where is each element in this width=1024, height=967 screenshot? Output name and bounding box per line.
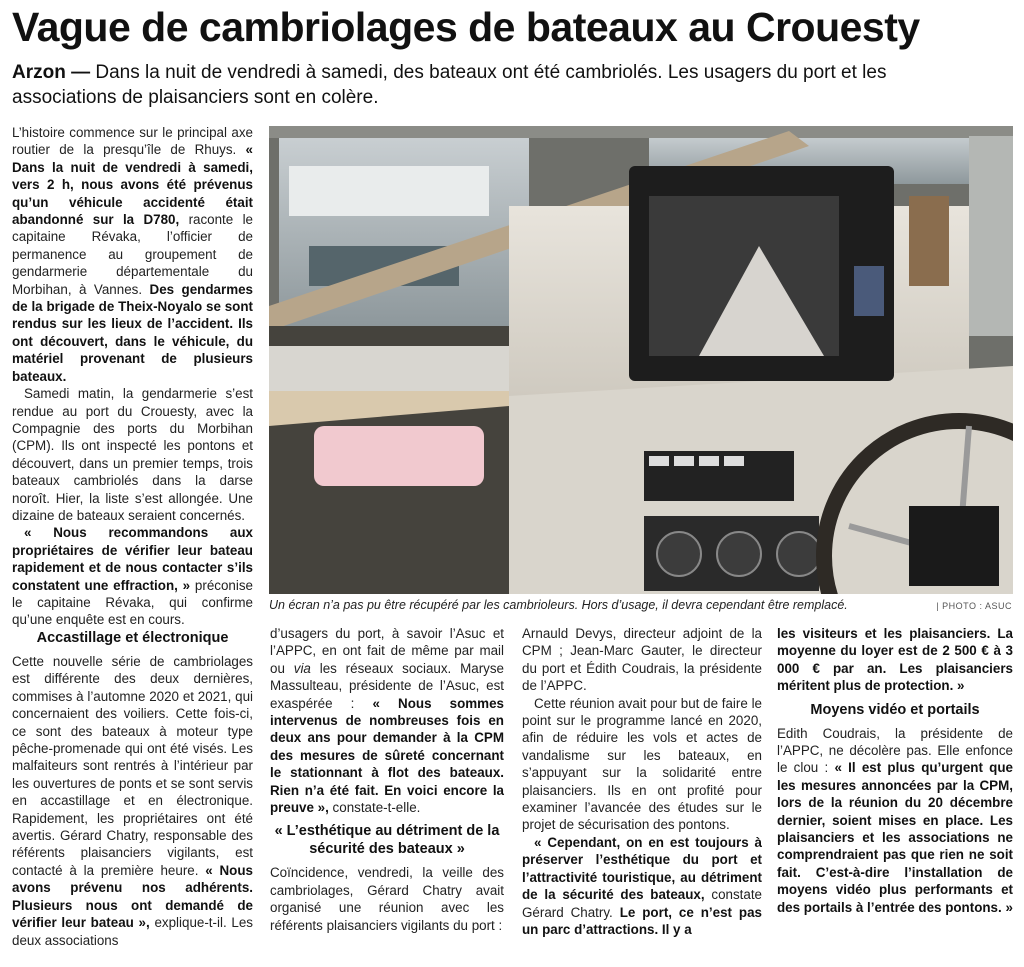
paragraph bbox=[777, 725, 1013, 916]
subheading: « L’esthétique au détriment de la sécurité des bateaux » bbox=[274, 823, 500, 858]
article-column-1 bbox=[12, 124, 253, 629]
quote: Des gendarmes de la brigade de Theix-Noyalo se sont rendus sur les lieux de l’accident. Ils ont découvert, dans le véhicule, du matériel provenant de plusieurs bateaux. bbox=[12, 281, 253, 384]
quote: Le port, ce n’est pas un parc d’attractions. Il y a bbox=[522, 904, 762, 937]
dateline-place: Arzon — bbox=[12, 62, 91, 83]
text-run: raconte le capitaine Révaka, l’officier de permanence au groupement de gendarmerie départementale du Morbihan, à Vannes. bbox=[12, 212, 253, 297]
subheading: Accastillage et électronique bbox=[36, 630, 229, 646]
quote: les visiteurs et les plaisanciers. La moyenne du loyer est de 2 500 € à 3 000 € par an. Les plaisanciers méritent plus de protection. » bbox=[777, 626, 1013, 694]
quote: « Dans la nuit de vendredi à samedi, vers 2 h, nous avons été prévenus qu’un véhicule accidenté était abandonné sur la D780, bbox=[12, 142, 253, 228]
photo-credit: | PHOTO : ASUC bbox=[936, 601, 1012, 611]
text-run: L’histoire commence sur le principal axe routier de la presqu’île de Rhuys. bbox=[12, 125, 253, 158]
paragraph bbox=[270, 625, 504, 816]
quote: « Nous avons prévenu nos adhérents. Plusieurs nous ont demandé de vérifier leur bateau », bbox=[12, 862, 253, 931]
text-run: les réseaux sociaux. Maryse Massulteau, présidente de l’Asuc, est exaspérée : bbox=[270, 660, 504, 711]
text-run: d’usagers du port, à savoir l’Asuc et l’APPC, en ont fait de même par mail ou bbox=[270, 626, 504, 676]
paragraph: Samedi matin, la gendarmerie s’est rendue au port du Crouesty, avec la Compagnie des ports du Morbihan (CPM). Ils ont inspecté les pontons et découvert, dans un premier temps, trois bateaux cambriolés dans la darse noroît. Hier, la liste s’est allongée. Une dizaine de bateaux seraient concernés. bbox=[12, 386, 253, 523]
paragraph bbox=[522, 834, 762, 938]
article-column-5 bbox=[777, 625, 1013, 916]
text-run: Edith Coudrais, la présidente de l’APPC, ne décolère pas. Elle enfonce le clou : bbox=[777, 725, 1013, 776]
photo-caption: Un écran n’a pas pu être récupéré par les cambrioleurs. Hors d’usage, il devra cependant être remplacé. bbox=[269, 598, 848, 612]
paragraph: Arnauld Devys, directeur adjoint de la CPM ; Jean-Marc Gauter, le directeur du port et Édith Coudrais, la présidente de l’APPC. bbox=[522, 626, 762, 694]
paragraph bbox=[12, 124, 253, 385]
standfirst bbox=[12, 60, 892, 110]
paragraph: Cette réunion avait pour but de faire le point sur le programme lancé en 2020, afin de réduire les vols et actes de vandalisme sur les bateaux, en s’appuyant sur la solidarité entre plaisanciers. Ils en ont profité pour examiner l’avancée des études sur le projet de sécurisation des pontons. bbox=[522, 695, 762, 833]
quote: « Cependant, on en est toujours à préserver l’esthétique du port et l’attractivité touristique, au détriment de la sécurité des bateaux, bbox=[522, 834, 762, 903]
text-run: préconise le capitaine Révaka, qui confirme qu’une enquête est en cours. bbox=[12, 577, 253, 628]
quote: « Il est plus qu’urgent que les mesures annoncées par la CPM, lors de la réunion du 20 décembre dernier, soient mises en place. Les plaisanciers et les associations ne comprendraient pas que rien ne soit fait. C’est-à-dire l’installation de moyens vidéo plus performants et des portails à l’entrée des pontons. » bbox=[777, 760, 1013, 915]
quote: « Nous recommandons aux propriétaires de vérifier leur bateau rapidement et de nous contacter s’ils constatent une effraction, » bbox=[12, 525, 253, 593]
quote: « Nous sommes intervenus de nombreuses fois en deux ans pour demander à la CPM des mesures de sûreté concernant le stationnant à flot des bateaux. Rien n’a été fait. En voici encore la preuve », bbox=[270, 695, 504, 816]
headline: Vague de cambriolages de bateaux au Crouesty bbox=[12, 4, 920, 50]
paragraph bbox=[12, 524, 253, 628]
boat-cockpit-photo bbox=[269, 126, 1013, 594]
article-column-3 bbox=[270, 625, 504, 934]
text-run: Cette nouvelle série de cambriolages est différente des deux dernières, commises à l’automne 2020 et 2021, qui concernaient des voiliers. Cette fois-ci, ce sont des bateaux à moteur type pêche-promenade qui ont été visés. Les malfaiteurs sont rentrés à l’intérieur par les ouvertures de ponts et se sont servis en accastillage et en électronique. Rapidement, les propriétaires ont été avertis. Gérard Chatry, responsable des référents plaisanciers vigilants, est contacté à la première heure. bbox=[12, 654, 253, 878]
article-column-2 bbox=[12, 623, 253, 949]
paragraph bbox=[12, 653, 253, 949]
text-run: via bbox=[293, 660, 311, 676]
subheading: Moyens vidéo et portails bbox=[810, 701, 980, 718]
text-run: explique-t-il. Les deux associations bbox=[12, 915, 253, 948]
paragraph: Coïncidence, vendredi, la veille des cambriolages, Gérard Chatry avait organisé une réunion avec les référents plaisanciers vigilants du port : bbox=[270, 865, 504, 933]
standfirst-text: Dans la nuit de vendredi à samedi, des bateaux ont été cambriolés. Les usagers du port et les associations de plaisanciers sont en colère. bbox=[12, 62, 887, 108]
article-column-4 bbox=[522, 625, 762, 938]
text-run: constate-t-elle. bbox=[332, 800, 421, 816]
paragraph bbox=[777, 625, 1013, 695]
text-run: constate Gérard Chatry. bbox=[522, 887, 762, 920]
